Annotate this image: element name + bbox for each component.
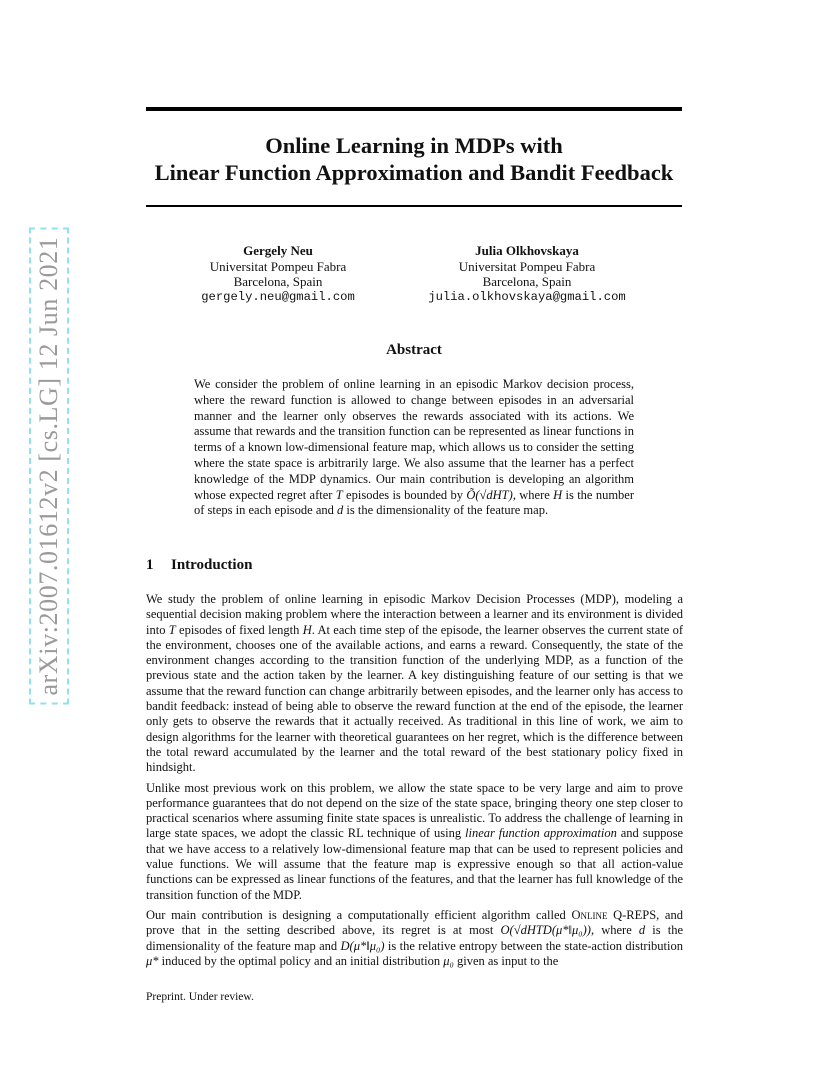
author-affiliation: Universitat Pompeu Fabra: [458, 258, 596, 274]
math-symbol: T: [168, 622, 176, 637]
math-symbol: T: [335, 487, 343, 502]
text-run: , where: [512, 487, 554, 502]
regret-bound-formula: Õ(√dHT): [466, 487, 513, 502]
text-run: , where: [590, 923, 639, 938]
regret-bound-formula: O(√dHTD(μ*‖μ₀)): [500, 923, 591, 938]
text-run: is the number of steps in each episode and: [194, 487, 634, 518]
author-email[interactable]: julia.olkhovskaya@gmail.com: [428, 289, 626, 304]
author-name: Gergely Neu: [243, 243, 313, 258]
abstract-heading: Abstract: [386, 342, 442, 358]
text-run: , and prove that in the setting described above, its regret is at most: [146, 907, 683, 938]
algorithm-name: Q-REPS: [607, 907, 657, 922]
introduction-body: [146, 592, 683, 974]
section-heading: [146, 557, 252, 574]
footer-note: Preprint. Under review.: [146, 991, 254, 1003]
math-symbol: H: [302, 622, 312, 637]
author-email[interactable]: gergely.neu@gmail.com: [201, 289, 355, 304]
text-run: and suppose that we have access to a relatively low-dimensional feature map that can be used to represent policies and value functions. We will assume that the feature map is expressive enough so that all action-value functions can be expressed as linear functions of the features, and that the learner has full knowledge of the transition function of the MDP.: [146, 826, 684, 902]
section-title: Introduction: [171, 557, 253, 573]
math-symbol: d: [638, 923, 646, 938]
title-line-2: Linear Function Approximation and Bandit Feedback: [154, 160, 674, 185]
text-run: is the dimensionality of the feature map and: [146, 923, 683, 953]
algorithm-name: Online: [571, 907, 608, 922]
text-run: is the dimensionality of the feature map.: [343, 503, 549, 518]
author-affiliation: Universitat Pompeu Fabra: [209, 258, 347, 274]
text-run: We consider the problem of online learning in an episodic Markov decision process, where the reward function is allowed to change between episodes in an adversarial manner and the learner only observes the rewards associated with its actions. We assume that rewards and the transition function can be represented as linear functions in terms of a known low-dimensional feature map, which allows us to consider the setting where the state space is arbitrarily large. We also assume that the learner has a perfect knowledge of the MDP dynamics. Our main contribution is developing an algorithm whose expected regret after: [194, 377, 634, 502]
abstract-text: [194, 377, 634, 519]
emphasis: linear function approximation: [465, 826, 617, 841]
author-block: [158, 243, 398, 305]
arxiv-identifier-stamp: arXiv:2007.01612v2 [cs.LG] 12 Jun 2021: [34, 233, 64, 700]
text-run: Unlike most previous work on this problem, we allow the state space to be very large and aim to prove performance guarantees that do not depend on the size of the state space, bringing theory one step closer to practical scenarios where assuming finite state spaces is unrealistic. To address the challenge of learning in large state spaces, we adopt the classic RL technique of using: [146, 780, 683, 841]
math-symbol: d: [337, 503, 344, 518]
math-symbol: D(μ*‖μ₀): [340, 938, 385, 953]
title-line-1: Online Learning in MDPs with: [265, 133, 563, 158]
math-symbol: H: [553, 487, 563, 502]
text-run: We study the problem of online learning in episodic Markov Decision Processes (MDP), modeling a sequential decision making problem where the interaction between a learner and its environment is divided into: [146, 592, 683, 637]
text-run: given as input to the: [453, 953, 559, 968]
math-symbol: μ₀: [443, 953, 454, 968]
section-number: 1: [146, 557, 154, 573]
paragraph: [146, 781, 683, 903]
text-run: . At each time step of the episode, the learner observes the current state of the environment, chooses one of the available actions, and earns a reward. Consequently, the state of the environment changes according to the transition function of the underlying MDP, as a function of the previous state and the action taken by the learner. A key distinguishing feature of our setting is that we assume that the reward function can change arbitrarily between episodes, and the learner only has access to bandit feedback: instead of being able to observe the reward function at the end of the episode, the learner only gets to observe the rewards that it actually received. As traditional in this line of work, we aim to design algorithms for the learner with theoretical guarantees on her regret, which is the difference between the total reward accumulated by the learner and the total reward of the best stationary policy fixed in hindsight.: [146, 622, 683, 775]
author-block: [407, 243, 647, 305]
title-rule-top: [146, 107, 682, 111]
text-run: episodes is bounded by: [342, 487, 467, 502]
paragraph: [146, 908, 683, 969]
author-name: Julia Olkhovskaya: [475, 243, 579, 258]
text-run: induced by the optimal policy and an initial distribution: [158, 953, 444, 968]
author-location: Barcelona, Spain: [482, 274, 572, 289]
text-run: is the relative entropy between the state-action distribution: [384, 938, 683, 953]
paragraph: [146, 592, 683, 776]
text-run: episodes of fixed length: [175, 622, 303, 637]
title-rule-bottom: [146, 205, 682, 207]
math-symbol: μ*: [146, 953, 159, 968]
author-location: Barcelona, Spain: [233, 274, 323, 289]
paper-title: [130, 132, 698, 186]
text-run: Our main contribution is designing a computationally efficient algorithm called: [146, 907, 572, 922]
